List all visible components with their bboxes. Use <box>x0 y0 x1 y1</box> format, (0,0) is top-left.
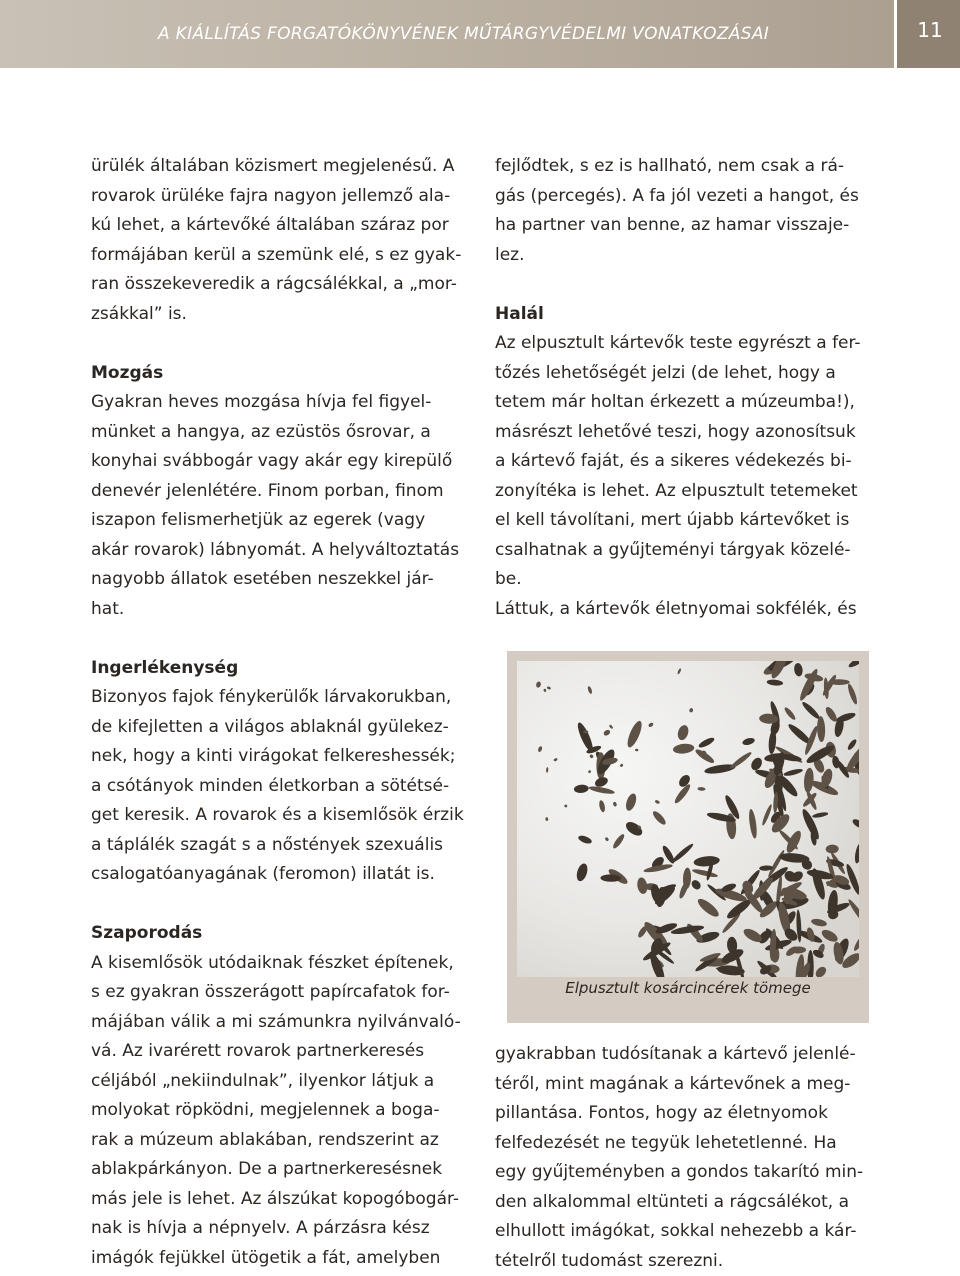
text-line: zonyítéka is lehet. Az elpusztult tetemeket <box>495 477 870 507</box>
text-line: Láttuk, a kártevők életnyomai sokfélék, és <box>495 595 870 625</box>
text-line: csalogatóanyagának (feromon) illatát is. <box>91 860 466 890</box>
text-line: csalhatnak a gyűjteményi tárgyak közelé- <box>495 536 870 566</box>
text-line: Bizonyos fajok fénykerülők lárvakorukban, <box>91 683 466 713</box>
text-line: imágók fejükkel ütögetik a fát, amelyben <box>91 1244 466 1274</box>
text-line: más jele is lehet. Az álszúkat kopogóbogár- <box>91 1185 466 1215</box>
text-line: pillantása. Fontos, hogy az életnyomok <box>495 1099 870 1129</box>
text-line: ablakpárkányon. De a partnerkeresésnek <box>91 1155 466 1185</box>
figure-caption: Elpusztult kosárcincérek tömege <box>507 979 869 997</box>
text-line: kú lehet, a kártevőké általában száraz por <box>91 211 466 241</box>
text-line: denevér jelenlétére. Finom porban, finom <box>91 477 466 507</box>
text-line: gás (percegés). A fa jól vezeti a hangot, és <box>495 182 870 212</box>
text-line: ran összekeveredik a rágcsálékkal, a „mor- <box>91 270 466 300</box>
text-line: be. <box>495 565 870 595</box>
text-line: nek, hogy a kinti virágokat felkereshessék; <box>91 742 466 772</box>
text-line: ha partner van benne, az hamar visszaje- <box>495 211 870 241</box>
text-line: nak is hívja a népnyelv. A párzásra kész <box>91 1214 466 1244</box>
text-line: get keresik. A rovarok és a kisemlősök érzik <box>91 801 466 831</box>
text-line: a kártevő faját, és a sikeres védekezés bi- <box>495 447 870 477</box>
text-line: formájában kerül a szemünk elé, s ez gyak- <box>91 241 466 271</box>
text-line: hat. <box>91 595 466 625</box>
text-line: téről, mint magának a kártevőnek a meg- <box>495 1070 870 1100</box>
running-title: A KIÁLLÍTÁS FORGATÓKÖNYVÉNEK MŰTÁRGYVÉDELMI VONATKOZÁSAI <box>158 24 769 44</box>
text-line: münket a hangya, az ezüstös ősrovar, a <box>91 418 466 448</box>
text-line: a táplálék szagát s a nőstények szexuális <box>91 831 466 861</box>
text-line: den alkalommal eltünteti a rágcsálékot, a <box>495 1188 870 1218</box>
section-mozgas <box>91 359 466 625</box>
insect-photo <box>517 661 859 977</box>
text-line: molyokat röpködni, megjelennek a boga- <box>91 1096 466 1126</box>
intro-paragraph <box>495 152 870 270</box>
text-line: májában válik a mi számunkra nyilvánvaló- <box>91 1008 466 1038</box>
text-line: tőzés lehetőségét jelzi (de lehet, hogy a <box>495 359 870 389</box>
text-line: másrészt lehetővé teszi, hogy azonosítsuk <box>495 418 870 448</box>
section-szaporodas <box>91 919 466 1273</box>
beetle-remains-image <box>517 661 859 977</box>
text-line: vá. Az ivarérett rovarok partnerkeresés <box>91 1037 466 1067</box>
text-line: A kisemlősök utódaiknak fészket építenek, <box>91 949 466 979</box>
text-line: rak a múzeum ablakában, rendszerint az <box>91 1126 466 1156</box>
left-column <box>91 152 466 1273</box>
text-line: Az elpusztult kártevők teste egyrészt a fer- <box>495 329 870 359</box>
text-line: Gyakran heves mozgása hívja fel figyel- <box>91 388 466 418</box>
right-column-bottom <box>495 1040 870 1276</box>
text-line: elhullott imágókat, sokkal nehezebb a kár- <box>495 1217 870 1247</box>
page-number: 11 <box>897 18 960 42</box>
text-line: gyakrabban tudósítanak a kártevő jelenlé- <box>495 1040 870 1070</box>
text-line: rovarok ürüléke fajra nagyon jellemző ala- <box>91 182 466 212</box>
text-line: iszapon felismerhetjük az egerek (vagy <box>91 506 466 536</box>
text-line: el kell távolítani, mert újabb kártevőket is <box>495 506 870 536</box>
right-column-top <box>495 152 870 624</box>
text-line: tételről tudomást szerezni. <box>495 1247 870 1276</box>
text-line: fejlődtek, s ez is hallható, nem csak a rá- <box>495 152 870 182</box>
text-line: lez. <box>495 241 870 271</box>
text-line: céljából „nekiindulnak”, ilyenkor látjuk a <box>91 1067 466 1097</box>
text-line: konyhai svábbogár vagy akár egy kirepülő <box>91 447 466 477</box>
text-line: tetem már holtan érkezett a múzeumba!), <box>495 388 870 418</box>
text-line: de kifejletten a világos ablaknál gyülekez- <box>91 713 466 743</box>
page-header <box>0 0 960 68</box>
text-line: egy gyűjteményben a gondos takarító min- <box>495 1158 870 1188</box>
text-line: felfedezését ne tegyük lehetetlenné. Ha <box>495 1129 870 1159</box>
section-heading: Halál <box>495 300 870 330</box>
photo-figure <box>507 651 869 1023</box>
text-line: akár rovarok) lábnyomát. A helyváltoztatás <box>91 536 466 566</box>
text-line: ürülék általában közismert megjelenésű. A <box>91 152 466 182</box>
section-heading: Szaporodás <box>91 919 466 949</box>
text-line: s ez gyakran összerágott papírcafatok for- <box>91 978 466 1008</box>
page-number-box <box>894 0 960 68</box>
text-line: a csótányok minden életkorban a sötétsé- <box>91 772 466 802</box>
text-line: zsákkal” is. <box>91 300 466 330</box>
section-halal <box>495 300 870 625</box>
intro-paragraph <box>91 152 466 329</box>
section-heading: Mozgás <box>91 359 466 389</box>
text-line: nagyobb állatok esetében neszekkel jár- <box>91 565 466 595</box>
section-ingerlekenyseg <box>91 654 466 890</box>
section-heading: Ingerlékenység <box>91 654 466 684</box>
